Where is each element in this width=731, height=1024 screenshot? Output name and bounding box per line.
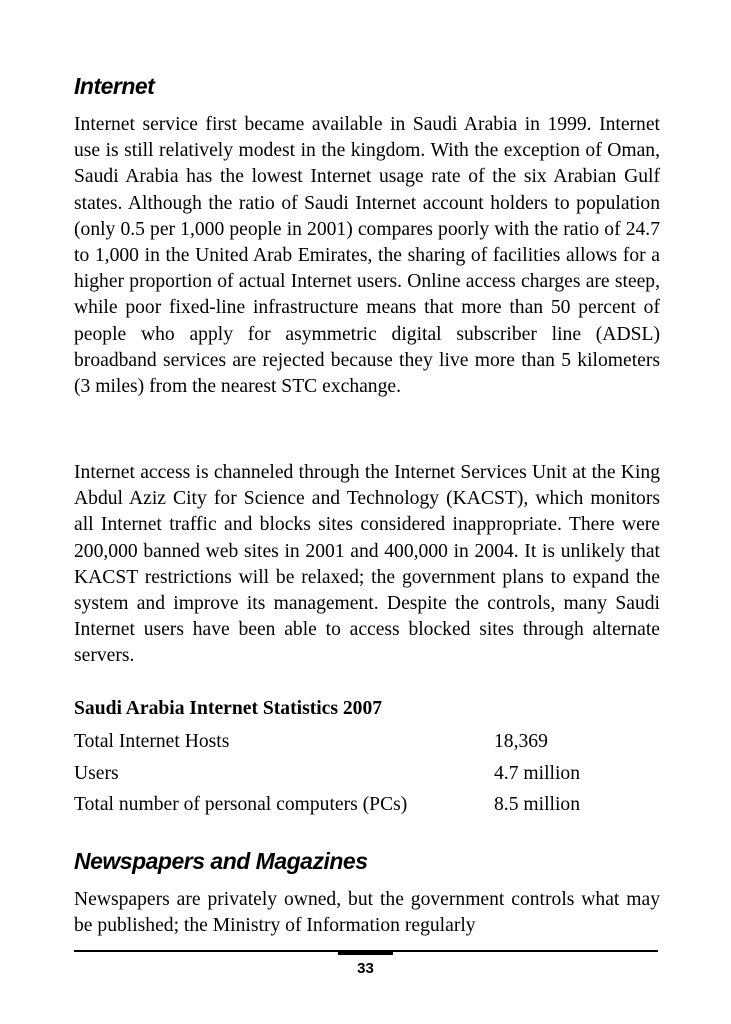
stats-value: 4.7 million (494, 762, 581, 784)
page-number: 33 (357, 960, 374, 977)
stats-label: Total number of personal computers (PCs) (74, 794, 408, 815)
stats-value: 8.5 million (494, 794, 581, 815)
folio-tab (338, 951, 393, 955)
newspapers-paragraph-1: Newspapers are privately owned, but the government controls what may be published; the Ministry of Information regularly (74, 889, 660, 937)
internet-paragraph-1: Internet service first became available in Saudi Arabia in 1999. Internet use is still relatively modest in the kingdom. With the exception of Oman, Saudi Arabia has the lowest Internet usage rate of the six Arabian Gulf states. Although the ratio of Saudi Internet account holders to population (only 0.5 per 1,000 people in 2001) compares poorly with the ratio of 24.7 to 1,000 in the United Arab Emirates, the sharing of facilities allows for a higher proportion of actual Internet users. Online access charges are steep, while poor fixed-line infrastructure means that more than 50 percent of people who apply for asymmetric digital subscriber line (ADSL) broadband services are rejected because they live more than 5 kilometers (3 miles) from the nearest STC exchange. (74, 114, 660, 398)
stats-row-hosts (74, 729, 660, 761)
stats-row-pcs (74, 792, 660, 824)
internet-paragraph-2: Internet access is channeled through the Internet Services Unit at the King Abdul Aziz City for Science and Technology (KACST), which monitors all Internet traffic and blocks sites considered inappropriate. There were 200,000 banned web sites in 2001 and 400,000 in 2004. It is unlikely that KACST restrictions will be relaxed; the government plans to expand the system and improve its management. Despite the controls, many Saudi Internet users have been able to access blocked sites through alternate servers. (74, 462, 660, 667)
section-heading-internet: Internet (74, 73, 155, 99)
stats-label: Total Internet Hosts (74, 731, 230, 752)
stats-row-users (74, 761, 660, 793)
stats-value: 18,369 (494, 731, 548, 752)
stats-label: Users (74, 762, 119, 784)
stats-table-title: Saudi Arabia Internet Statistics 2007 (74, 698, 383, 719)
stats-table (74, 729, 660, 824)
section-heading-newspapers: Newspapers and Magazines (74, 848, 368, 874)
